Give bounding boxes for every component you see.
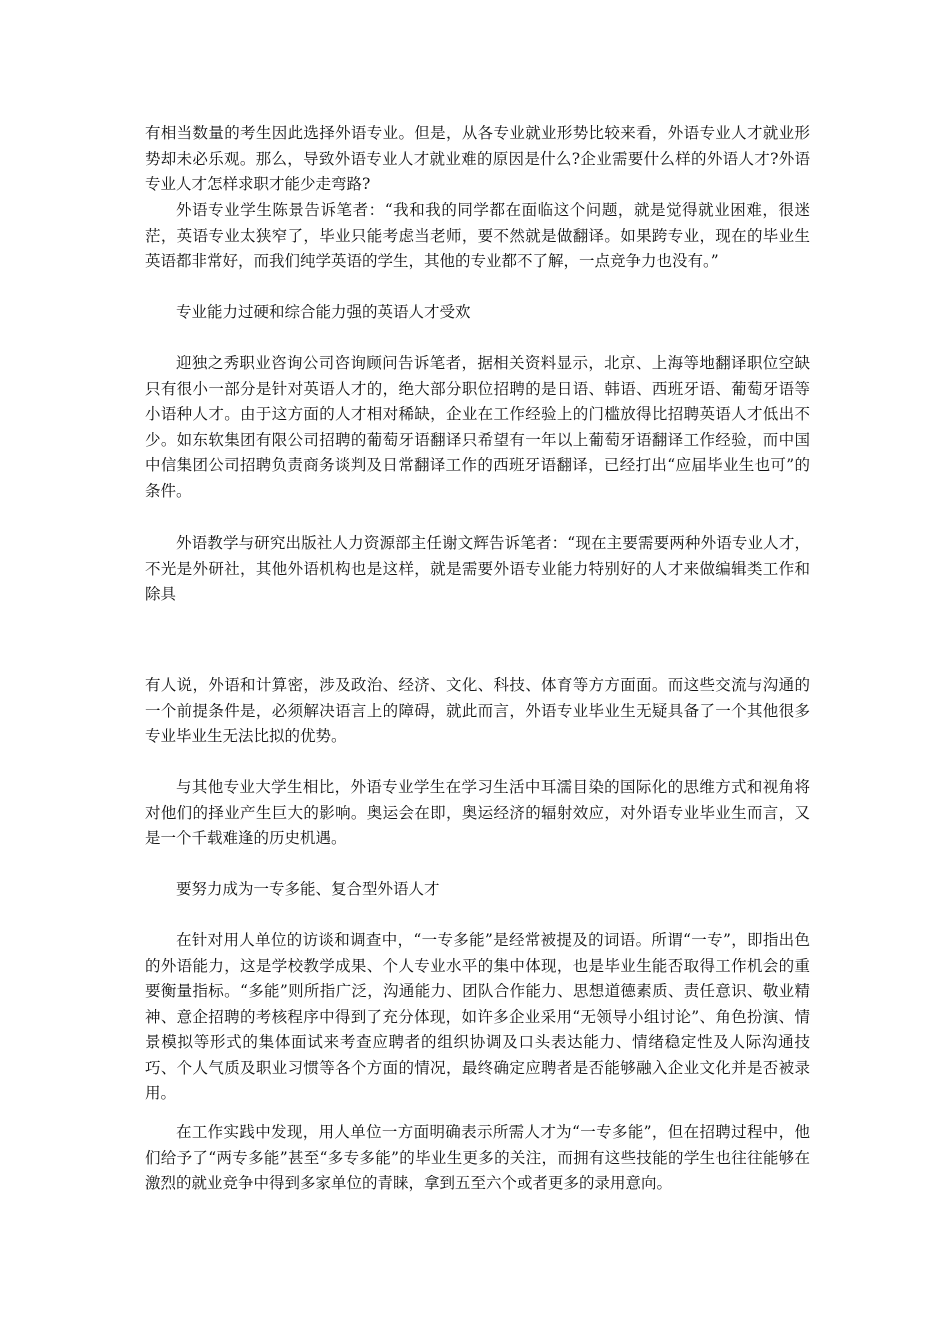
document-page bbox=[145, 0, 810, 1344]
paragraph-practice: 在工作实践中发现，用人单位一方面明确表示所需人才为“一专多能”，但在招聘过程中，他们给予了“两专多能”甚至“多专多能”的毕业生更多的关注，而拥有这些技能的学生也往往能够在激烈的就业竞争中得到多家单位的青睐，拿到五至六个或者更多的录用意向。 bbox=[145, 1123, 810, 1192]
paragraph-one-specialty: 在针对用人单位的访谈和调查中，“一专多能”是经常被提及的词语。所谓“一专”，即指出色的外语能力，这是学校教学成果、个人专业水平的集中体现，也是毕业生能否取得工作机会的重要衡量指标。“多能”则所指广泛，沟通能力、团队合作能力、思想道德素质、责任意识、敬业精神、意企招聘的考核程序中得到了充分体现，如许多企业采用“无领导小组讨论”、角色扮演、情景模拟等形式的集体面试来考查应聘者的组织协调及口头表达能力、情绪稳定性及人际沟通技巧、个人气质及职业习惯等各个方面的情况，最终确定应聘者是否能够融入企业文化并是否被录用。 bbox=[145, 931, 810, 1102]
paragraph-intro: 有相当数量的考生因此选择外语专业。但是，从各专业就业形势比较来看，外语专业人才就业形势却未必乐观。那么，导致外语专业人才就业难的原因是什么?企业需要什么样的外语人才?外语专业人才怎样求职才能少走弯路? bbox=[145, 124, 810, 193]
paragraph-advantage: 有人说，外语和计算密，涉及政治、经济、文化、科技、体育等方方面面。而这些交流与沟通的一个前提条件是，必须解决语言上的障碍，就此而言，外语专业毕业生无疑具备了一个其他很多专业毕业生无法比拟的优势。 bbox=[145, 676, 810, 745]
paragraph-student-quote: 外语专业学生陈景告诉笔者：“我和我的同学都在面临这个问题，就是觉得就业困难，很迷茫，英语专业太狭窄了，毕业只能考虑当老师，要不然就是做翻译。如果跨专业，现在的毕业生英语都非常好，而我们纯学英语的学生，其他的专业都不了解，一点竞争力也没有。” bbox=[145, 201, 810, 270]
paragraph-olympics: 与其他专业大学生相比，外语专业学生在学习生活中耳濡目染的国际化的思维方式和视角将对他们的择业产生巨大的影响。奥运会在即，奥运经济的辐射效应，对外语专业毕业生而言，又是一个千载难逢的历史机遇。 bbox=[145, 778, 810, 847]
paragraph-publisher-quote: 外语教学与研究出版社人力资源部主任谢文辉告诉笔者：“现在主要需要两种外语专业人才，不光是外研社，其他外语机构也是这样，就是需要外语专业能力特别好的人才来做编辑类工作和除具 bbox=[145, 534, 810, 603]
section-heading-2: 要努力成为一专多能、复合型外语人才 bbox=[176, 880, 440, 898]
section-heading-1: 专业能力过硬和综合能力强的英语人才受欢 bbox=[176, 303, 471, 321]
paragraph-consultant: 迎独之秀职业咨询公司咨询顾问告诉笔者，据相关资料显示，北京、上海等地翻译职位空缺只有很小一部分是针对英语人才的，绝大部分职位招聘的是日语、韩语、西班牙语、葡萄牙语等小语种人才。由于这方面的人才相对稀缺，企业在工作经验上的门槛放得比招聘英语人才低出不少。如东软集团有限公司招聘的葡萄牙语翻译只希望有一年以上葡萄牙语翻译工作经验，而中国中信集团公司招聘负责商务谈判及日常翻译工作的西班牙语翻译，已经打出“应届毕业生也可”的条件。 bbox=[145, 354, 810, 500]
